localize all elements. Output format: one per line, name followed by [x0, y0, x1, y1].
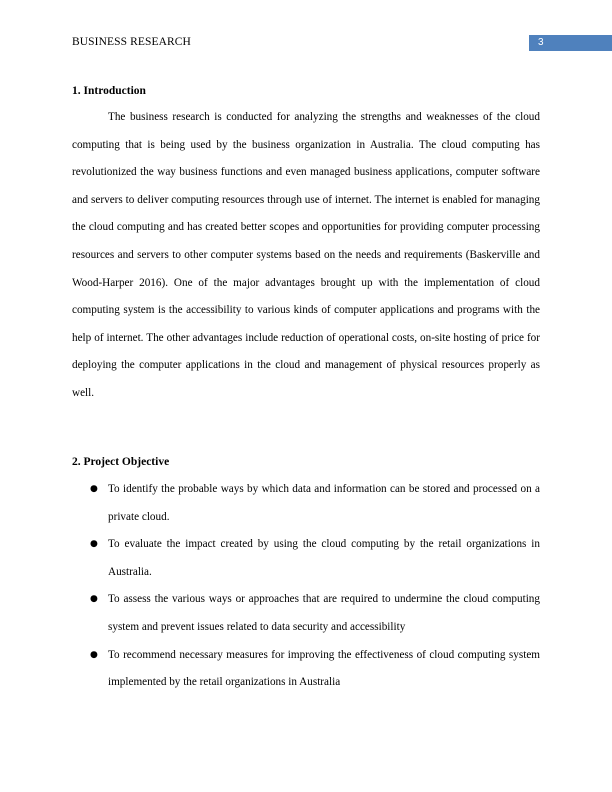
list-item	[72, 476, 540, 531]
bullet-icon: ●	[90, 539, 98, 550]
page-number-badge	[529, 35, 612, 51]
list-item-text: To evaluate the impact created by using the cloud computing by the retail organizations in Australia.	[108, 538, 540, 578]
objective-list	[72, 476, 540, 697]
list-item-text: To identify the probable ways by which data and information can be stored and processed on a private cloud.	[108, 483, 540, 523]
list-item	[72, 531, 540, 586]
list-item	[72, 642, 540, 697]
list-item-text: To assess the various ways or approaches that are required to undermine the cloud computing system and prevent issues related to data security and accessibility	[108, 593, 540, 633]
header-title: BUSINESS RESEARCH	[72, 36, 191, 48]
introduction-section	[72, 84, 540, 408]
bullet-icon: ●	[90, 594, 98, 605]
bullet-icon: ●	[90, 484, 98, 494]
page-number: 3	[538, 37, 544, 48]
introduction-heading: 1. Introduction	[72, 85, 146, 97]
objective-section	[72, 455, 540, 697]
introduction-paragraph: The business research is conducted for analyzing the strengths and weaknesses of the cloud computing that is being used by the business organization in Australia. The cloud computing has revolutionized the way business functions and even managed business applications, computer software and servers to deliver computing resources through use of internet. The internet is enabled for managing the cloud computing and has created better scopes and opportunities for providing computer processing resources and servers to other computer systems based on the needs and requirements (Baskerville and Wood-Harper 2016). One of the major advantages brought up with the implementation of cloud computing system is the accessibility to various kinds of computer applications and programs with the help of internet. The other advantages include reduction of operational costs, on-site hosting of price for deploying the computer applications in the cloud and management of physical resources properly as well.	[72, 111, 540, 399]
list-item	[72, 586, 540, 641]
objective-heading: 2. Project Objective	[72, 456, 170, 468]
list-item-text: To recommend necessary measures for improving the effectiveness of cloud computing system implemented by the retail organizations in Australia	[108, 648, 540, 689]
bullet-icon: ●	[90, 649, 98, 660]
